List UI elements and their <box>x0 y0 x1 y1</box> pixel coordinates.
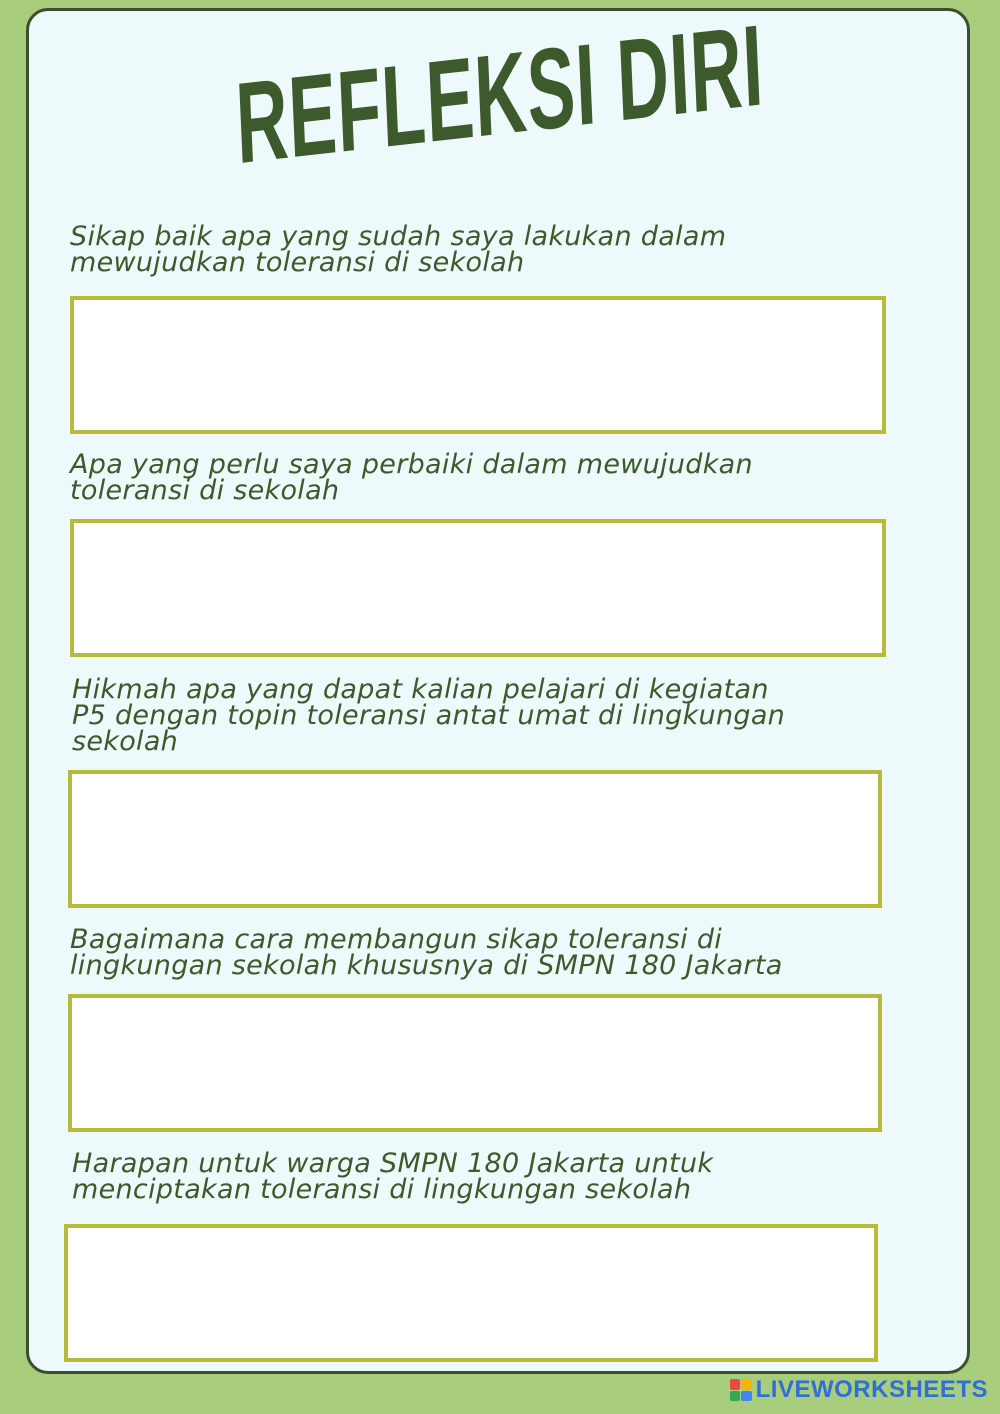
question-2-text: Apa yang perlu saya perbaiki dalam mewujudkan toleransi di sekolah <box>70 449 753 506</box>
logo-tile-green <box>730 1391 741 1402</box>
question-3-text: Hikmah apa yang dapat kalian pelajari di kegiatan P5 dengan topin toleransi antat umat di lingkungan sekolah <box>72 674 786 757</box>
question-4-text: Bagaimana cara membangun sikap toleransi di lingkungan sekolah khususnya di SMPN 180 Jakarta <box>70 924 783 981</box>
logo-tile-blue <box>741 1391 752 1402</box>
logo-tile-yellow <box>741 1379 752 1390</box>
liveworksheets-wordmark: LIVEWORKSHEETS <box>755 1376 988 1403</box>
liveworksheets-logo-icon <box>730 1379 752 1401</box>
answer-box-5[interactable] <box>64 1224 878 1362</box>
liveworksheets-brand[interactable] <box>730 1376 988 1404</box>
answer-box-2[interactable] <box>70 519 886 657</box>
page-title: REFLEKSI DIRI <box>233 1 767 189</box>
answer-box-1[interactable] <box>70 296 886 434</box>
question-5-text: Harapan untuk warga SMPN 180 Jakarta untuk menciptakan toleransi di lingkungan sekolah <box>72 1148 714 1205</box>
answer-box-3[interactable] <box>68 770 882 908</box>
logo-tile-red <box>730 1379 741 1390</box>
question-1-text: Sikap baik apa yang sudah saya lakukan dalam mewujudkan toleransi di sekolah <box>70 221 727 278</box>
answer-box-4[interactable] <box>68 994 882 1132</box>
